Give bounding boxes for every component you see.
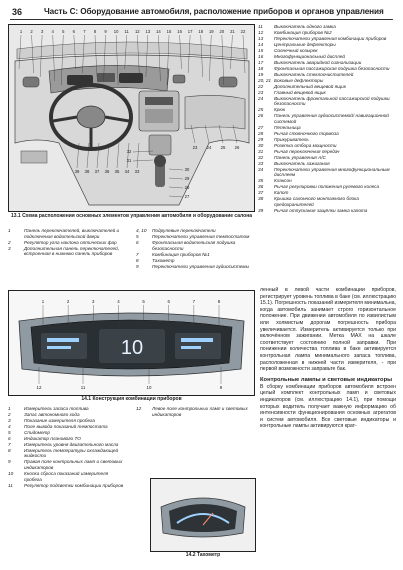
page-number: 36 bbox=[12, 7, 23, 17]
legend-item-number: 1 bbox=[8, 406, 11, 411]
callout-number: 30 bbox=[184, 167, 190, 172]
legend-item bbox=[258, 131, 396, 137]
dashboard-illustration bbox=[9, 25, 254, 211]
legend-item bbox=[136, 406, 256, 417]
callout-number: 12 bbox=[36, 385, 42, 390]
legend-item-text: Клаксон bbox=[274, 178, 292, 184]
callout-number: 27 bbox=[184, 194, 190, 199]
callout-number: 25 bbox=[220, 145, 226, 150]
legend-item bbox=[258, 208, 396, 214]
legend-item-text: Переключатели управления многофункциональным дисплеем bbox=[274, 166, 390, 178]
legend-item-text: Центральные дефлекторы bbox=[274, 41, 336, 47]
legend-item-number: 24 bbox=[258, 95, 264, 101]
body-paragraph-1: ленный в левой части комбинации приборов, регистрирует уровень топлива в баке (см. иллюстрацию 15.1). Погрешность показаний измерителя минимальна, когда автомобиль занимает строго горизонтальное положение. При движении автомобиля по извилистым или холмистым дорогам погрешность прибора увеличивается. Измеритель активируется только при включённом зажигании. Метка MAX на шкале соответствует состоянию полной заправки. При понижении количества топлива в баке активируется контрольная лампа минимального запаса топлива, расположенная в нижней части измерителя, - при первой возможности заправьте бак. bbox=[260, 287, 396, 373]
callout-number: 19 bbox=[208, 29, 214, 34]
figure1-caption: 13.1 Схема расположения основных элементов управления автомобиля и оборудование салона bbox=[10, 213, 253, 219]
legend-item-number: 39 bbox=[258, 207, 264, 213]
legend-item-text: Пепельница bbox=[274, 124, 301, 130]
page-header bbox=[10, 6, 393, 20]
section-heading: Контрольные лампы и световые индикаторы bbox=[260, 376, 393, 383]
legend-item-number: 33 bbox=[258, 160, 264, 166]
figure1-legend-col2 bbox=[136, 228, 256, 270]
legend-item-text: Выключатель фронтальной пассажирской подушки безопасности bbox=[274, 95, 390, 107]
legend-item-number: 38 bbox=[258, 196, 264, 202]
legend-item bbox=[258, 54, 396, 60]
legend-item bbox=[258, 30, 396, 36]
legend-item-number: 20, 21 bbox=[258, 77, 272, 83]
legend-item bbox=[8, 442, 126, 448]
legend-item-text: Спидометр bbox=[24, 429, 50, 435]
callout-number: 35 bbox=[114, 169, 120, 174]
callout-number: 21 bbox=[230, 29, 235, 34]
legend-item bbox=[136, 234, 256, 240]
legend-item bbox=[8, 424, 126, 430]
callout-number: 28 bbox=[184, 185, 190, 190]
legend-item-text: Рычаг переключения передач bbox=[274, 148, 340, 154]
legend-item-number: 19 bbox=[258, 71, 264, 77]
legend-item-text: Измеритель запаса топлива bbox=[24, 406, 89, 411]
legend-item-number: 15 bbox=[258, 47, 264, 53]
callout-number: 6 bbox=[167, 299, 170, 304]
legend-item-number: 5 bbox=[8, 429, 11, 435]
legend-item bbox=[258, 36, 396, 42]
legend-item-text: Регулятор подсветки комбинации приборов bbox=[24, 482, 124, 488]
legend-item-text: Боковые дефлекторы bbox=[274, 77, 324, 83]
legend-item-text: Панель переключателей, выключателей и подключения водительской двери bbox=[24, 228, 120, 239]
legend-item-text: Дополнительная панель переключателей, встроенная в нижнюю панель приборов bbox=[24, 245, 120, 257]
callout-number: 7 bbox=[192, 299, 196, 304]
callout-number: 5 bbox=[142, 299, 145, 304]
legend-item-text: Фронтальная водительская подушка безопасности bbox=[152, 239, 236, 251]
callout-number: 8 bbox=[93, 29, 97, 34]
instrument-cluster-figure bbox=[8, 290, 255, 396]
legend-item-text: Поле вывода показаний темпостата bbox=[24, 423, 108, 429]
legend-item bbox=[8, 430, 126, 436]
legend-item bbox=[8, 412, 126, 418]
legend-item-text: Прикуриватель bbox=[274, 136, 309, 142]
legend-item bbox=[8, 448, 126, 459]
legend-item bbox=[136, 258, 256, 264]
legend-item-number: 37 bbox=[258, 190, 264, 196]
callout-number: 10 bbox=[113, 29, 119, 34]
legend-item-number: 11 bbox=[258, 24, 263, 29]
legend-item bbox=[8, 418, 126, 424]
page-title: Часть С: Оборудование автомобиля, расположение приборов и органов управления bbox=[44, 7, 384, 16]
legend-item-number: 3 bbox=[8, 417, 11, 423]
speed-readout: 10 bbox=[120, 337, 144, 359]
legend-item-number: 12 bbox=[258, 29, 264, 35]
callout-number: 12 bbox=[134, 29, 140, 34]
legend-item bbox=[258, 60, 396, 66]
legend-item bbox=[136, 252, 256, 258]
callout-number: 26 bbox=[234, 145, 240, 150]
legend-item-number: 32 bbox=[258, 154, 264, 160]
legend-item-number: 27 bbox=[258, 124, 264, 130]
figure1-legend-col1 bbox=[8, 228, 126, 257]
callout-number: 15 bbox=[166, 29, 172, 34]
legend-item-text: Индикатор планового ТО bbox=[24, 435, 81, 441]
legend-item bbox=[258, 78, 396, 84]
callout-number: 23 bbox=[192, 145, 198, 150]
legend-item-number: 16 bbox=[258, 53, 264, 59]
legend-item-text: Подрулевые переключатели bbox=[152, 228, 216, 233]
callout-number: 10 bbox=[146, 385, 152, 390]
legend-item-number: 9 bbox=[136, 263, 139, 269]
legend-item-number: 13 bbox=[258, 35, 264, 41]
legend-item-number: 7 bbox=[136, 251, 139, 257]
legend-item bbox=[258, 161, 396, 167]
legend-item-number: 23 bbox=[258, 89, 264, 95]
legend-item-number: 10 bbox=[8, 471, 14, 477]
legend-item-number: 6 bbox=[136, 239, 139, 245]
legend-item bbox=[258, 66, 396, 72]
legend-item-text: Выключатель аварийной сигнализации bbox=[274, 59, 362, 65]
callout-number: 2 bbox=[66, 299, 70, 304]
legend-item bbox=[258, 178, 396, 184]
header-divider bbox=[10, 19, 393, 20]
callout-number: 9 bbox=[104, 29, 107, 34]
legend-item bbox=[258, 24, 396, 30]
legend-item-text: Выключатель одного замка bbox=[274, 24, 336, 29]
callout-number: 33 bbox=[134, 169, 140, 174]
legend-item-text: Измеритель уровня двигательного масла bbox=[24, 441, 119, 447]
legend-item-text: Показание измерителя пробега bbox=[24, 417, 96, 423]
legend-item bbox=[8, 406, 126, 412]
legend-item-number: 28 bbox=[258, 130, 264, 136]
legend-item bbox=[8, 483, 126, 489]
dashboard-figure bbox=[8, 24, 255, 212]
legend-item-text: Рычаг отпускания защёлки замка капота bbox=[274, 207, 368, 213]
legend-item bbox=[258, 190, 396, 196]
callout-number: 3 bbox=[92, 299, 95, 304]
legend-item-text: Многофункциональный дисплей bbox=[274, 53, 345, 59]
callout-number: 8 bbox=[217, 299, 221, 304]
legend-item-text: Выключатель зажигания bbox=[274, 160, 330, 166]
legend-item-text: Переключатели управления аудиосистемы bbox=[152, 263, 250, 269]
callout-number: 5 bbox=[62, 29, 65, 34]
callout-number: 13 bbox=[145, 29, 151, 34]
legend-item bbox=[8, 240, 126, 246]
callout-number: 18 bbox=[198, 29, 204, 34]
legend-item-number: 22 bbox=[258, 83, 264, 89]
callout-number: 17 bbox=[187, 29, 193, 34]
legend-item-number: 31 bbox=[258, 148, 264, 154]
legend-item-number: 34 bbox=[258, 166, 264, 172]
legend-item-number: 18 bbox=[258, 65, 264, 71]
callout-number: 2 bbox=[30, 29, 33, 34]
callout-number: 16 bbox=[177, 29, 182, 34]
legend-item-text: Запас автономного хода bbox=[24, 411, 80, 417]
legend-item-number: 14 bbox=[258, 41, 264, 47]
legend-item bbox=[8, 459, 126, 470]
legend-item-number: 2 bbox=[8, 239, 11, 245]
figure2-caption: 14.1 Конструкция комбинации приборов bbox=[81, 396, 182, 402]
legend-item-text: Панель управления аудиосистемой/ навигационной системой bbox=[274, 113, 389, 124]
callout-number: 34 bbox=[124, 169, 130, 174]
legend-item-number: 5 bbox=[136, 233, 139, 239]
legend-item bbox=[8, 246, 126, 257]
callout-number: 1 bbox=[19, 29, 23, 34]
legend-item-number: 4 bbox=[8, 423, 11, 429]
legend-item-text: Левое поле контрольных ламп и световых индикаторов bbox=[152, 406, 248, 417]
callout-number: 9 bbox=[219, 385, 223, 390]
legend-item bbox=[258, 167, 396, 178]
body-text bbox=[260, 287, 396, 430]
legend-item-text: Регулятор угла наклона оптических фар bbox=[24, 239, 117, 245]
legend-item-text: Солнечный козырек bbox=[274, 47, 318, 53]
legend-item-text: Розетка отбора мощности bbox=[274, 142, 337, 148]
legend-item bbox=[8, 471, 126, 482]
legend-item bbox=[8, 228, 126, 239]
callout-number: 6 bbox=[72, 29, 76, 34]
callout-number: 38 bbox=[84, 169, 90, 174]
figure3-caption: 14.2 Тахометр bbox=[185, 552, 221, 558]
legend-item bbox=[258, 113, 396, 124]
legend-item-text: Тахометр bbox=[152, 257, 175, 263]
callout-number: 3 bbox=[40, 29, 44, 34]
legend-item-number: 36 bbox=[258, 184, 264, 190]
legend-item-text: Крышка салонного монтажного блока предохранителей bbox=[274, 196, 359, 207]
callout-number: 32 bbox=[126, 149, 132, 154]
figure2-legend-col1 bbox=[8, 406, 126, 489]
legend-item bbox=[258, 125, 396, 131]
legend-item bbox=[136, 228, 256, 234]
legend-item bbox=[258, 149, 396, 155]
legend-item bbox=[258, 48, 396, 54]
legend-item-number: 1 bbox=[8, 228, 11, 233]
legend-item bbox=[258, 155, 396, 161]
callout-number: 4 bbox=[117, 299, 120, 304]
legend-item-number: 7 bbox=[8, 441, 11, 447]
instrument-cluster-illustration bbox=[9, 291, 254, 395]
legend-item-text: Капот bbox=[274, 190, 289, 196]
legend-item-number: 29 bbox=[258, 136, 264, 142]
legend-item-number: 4, 10 bbox=[136, 228, 147, 233]
legend-item-text: Крюк bbox=[274, 107, 286, 113]
tachometer-figure bbox=[150, 478, 256, 552]
legend-item-text: Фронтальная пассажирская подушка безопасности bbox=[274, 65, 390, 71]
legend-item-text: Рычаг стояночного тормоза bbox=[274, 130, 339, 136]
legend-item bbox=[258, 143, 396, 149]
legend-item-number: 25 bbox=[258, 107, 264, 113]
legend-item-text: Кнопка сброса показаний измерителя пробега bbox=[24, 471, 109, 482]
legend-item-text: Главный вещевой ящик bbox=[274, 89, 326, 95]
legend-right-list bbox=[258, 24, 396, 214]
callout-number: 4 bbox=[51, 29, 54, 34]
legend-item-text: Комбинация приборов №2 bbox=[274, 29, 332, 35]
legend-item-number: 17 bbox=[258, 59, 264, 65]
legend-item-number: 26 bbox=[258, 113, 264, 119]
legend-item-number: 8 bbox=[136, 257, 139, 263]
legend-item-number: 8 bbox=[8, 447, 11, 453]
legend-item-number: 9 bbox=[8, 459, 11, 465]
callout-number: 1 bbox=[41, 299, 45, 304]
legend-item-number: 12 bbox=[136, 406, 142, 411]
callout-number: 11 bbox=[124, 29, 129, 34]
legend-item-text: Переключатели управления комбинации приборов bbox=[274, 35, 387, 41]
legend-item-number: 11 bbox=[8, 482, 13, 488]
legend-item-number: 3 bbox=[8, 245, 11, 251]
legend-item bbox=[258, 90, 396, 96]
callout-number: 36 bbox=[104, 169, 110, 174]
legend-item-number: 35 bbox=[258, 178, 264, 184]
legend-item bbox=[8, 436, 126, 442]
callout-number: 20 bbox=[219, 29, 225, 34]
legend-item bbox=[258, 84, 396, 90]
legend-item bbox=[258, 96, 396, 107]
legend-item-number: 2 bbox=[8, 411, 11, 417]
legend-item bbox=[258, 184, 396, 190]
callout-number: 31 bbox=[126, 158, 132, 163]
figure2-legend-col2 bbox=[136, 406, 256, 418]
callout-number: 39 bbox=[74, 169, 80, 174]
legend-item-text: Выключатель стеклоочистителей bbox=[274, 71, 354, 77]
callout-number: 7 bbox=[83, 29, 86, 34]
legend-item-text: Правая поле контрольных ламп и световых индикаторов bbox=[24, 459, 123, 471]
legend-item-text: Переключатели управления темпостатом bbox=[152, 233, 250, 239]
legend-item-text: Рычаг регулировки положения рулевого колеса bbox=[274, 184, 380, 190]
legend-item-number: 6 bbox=[8, 435, 11, 441]
legend-item-text: Измеритель температуры охлаждающей жидкости bbox=[24, 447, 119, 459]
legend-item bbox=[136, 240, 256, 251]
callout-number: 24 bbox=[206, 145, 212, 150]
legend-item bbox=[258, 137, 396, 143]
callout-number: 37 bbox=[94, 169, 100, 174]
legend-item bbox=[258, 72, 396, 78]
legend-item bbox=[258, 42, 396, 48]
callout-number: 14 bbox=[156, 29, 161, 34]
legend-item-text: Дополнительный вещевой ящик bbox=[274, 83, 346, 89]
tachometer-illustration bbox=[151, 479, 255, 551]
legend-item-number: 30 bbox=[258, 142, 264, 148]
callout-number: 11 bbox=[80, 385, 86, 390]
legend-item bbox=[136, 264, 256, 270]
callout-number: 29 bbox=[184, 176, 190, 181]
legend-item bbox=[258, 196, 396, 207]
legend-item-text: Комбинация приборов №1 bbox=[152, 251, 210, 257]
legend-item-text: Панель управления A/C bbox=[274, 154, 326, 160]
body-paragraph-2: В сборку комбинации приборов автомобиля встроен целый комплект контрольных ламп и световых индикаторов (см. иллюстрацию 14.1), при помощи которых водитель получает важную информацию об интенсивности функционирования основных агрегатов и систем автомобиля. Все световые индикаторы и контрольные лампы активируются крат- bbox=[260, 383, 396, 430]
callout-number: 22 bbox=[240, 29, 246, 34]
